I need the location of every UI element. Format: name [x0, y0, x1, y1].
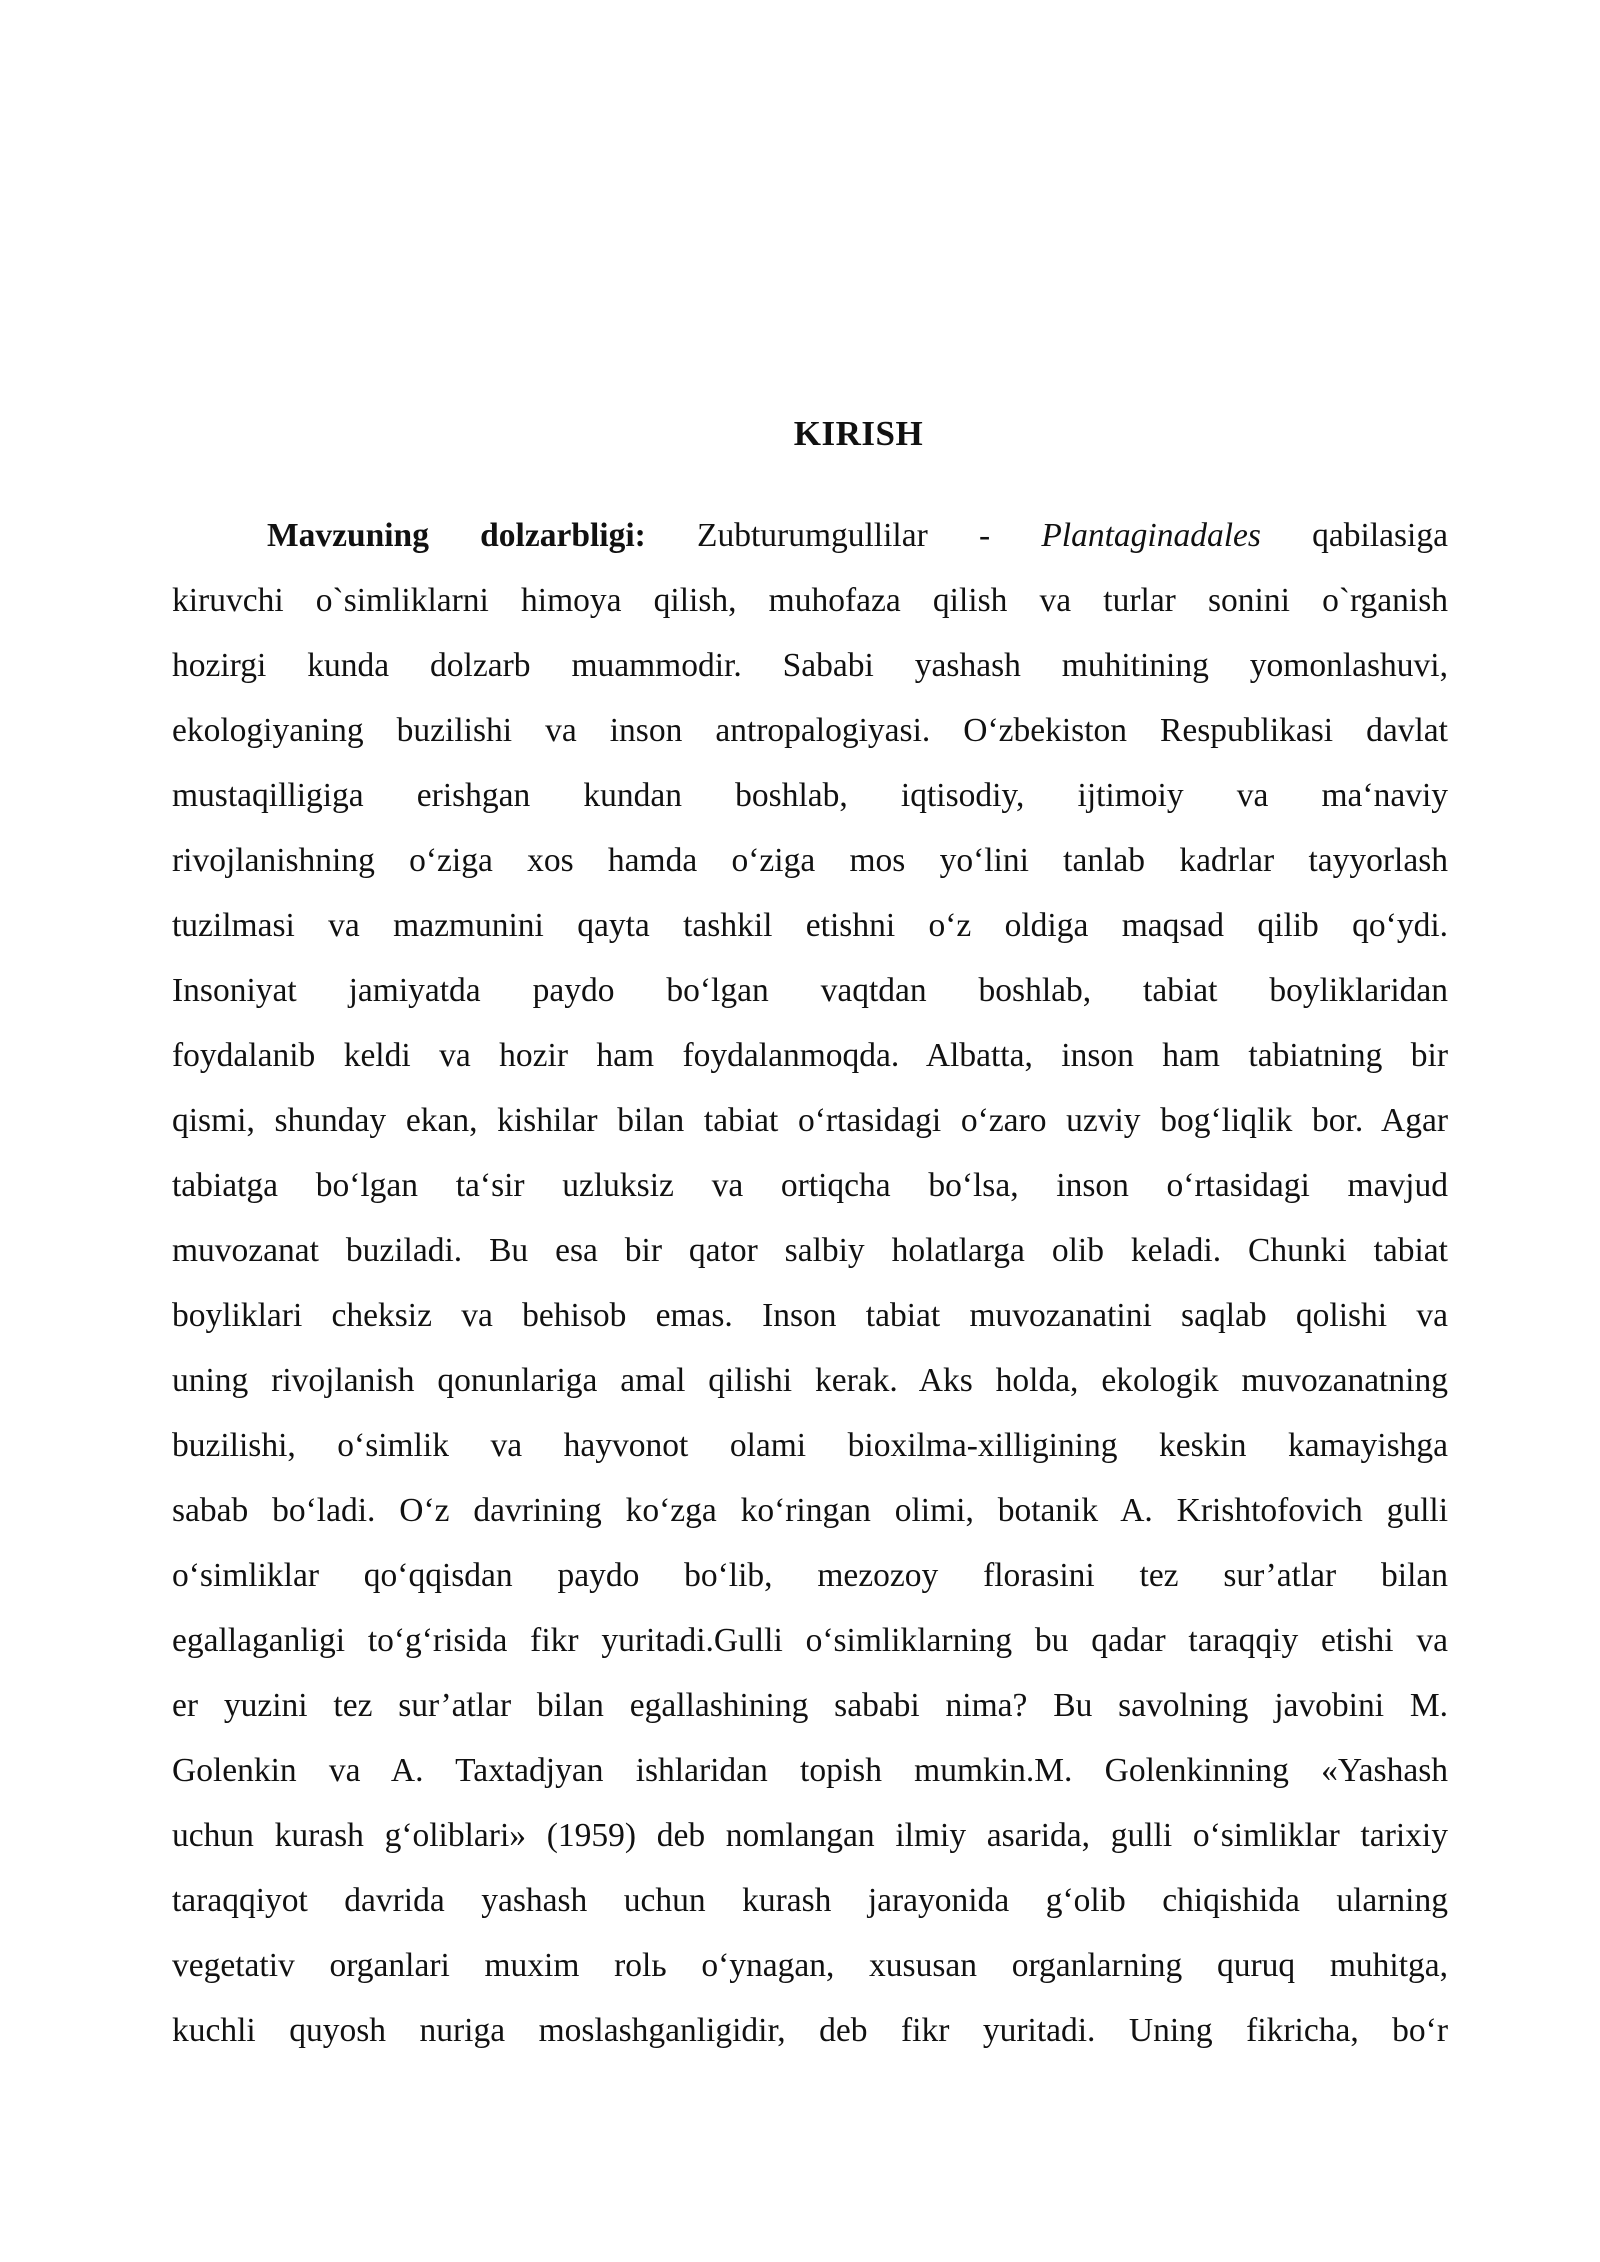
paragraph-line: mustaqilligiga erishgan kundan boshlab, iqtisodiy, ijtimoiy va ma‘naviy — [172, 777, 1448, 814]
paragraph-line: kiruvchi o`simliklarni himoya qilish, muhofaza qilish va turlar sonini o`rganish — [172, 582, 1448, 619]
paragraph-line: foydalanib keldi va hozir ham foydalanmoqda. Albatta, inson ham tabiatning bir — [172, 1037, 1448, 1074]
paragraph-line: o‘simliklar qo‘qqisdan paydo bo‘lib, mezozoy florasini tez sur’atlar bilan — [172, 1557, 1448, 1594]
paragraph-line: hozirgi kunda dolzarb muammodir. Sababi yashash muhitining yomonlashuvi, — [172, 647, 1448, 684]
lead-label: Mavzuning dolzarbligi: — [267, 517, 646, 554]
paragraph-line: rivojlanishning o‘ziga xos hamda o‘ziga mos yo‘lini tanlab kadrlar tayyorlash — [172, 842, 1448, 879]
paragraph-line: egallaganligi to‘g‘risida fikr yuritadi.Gulli o‘simliklarning bu qadar taraqqiy etishi va — [172, 1622, 1448, 1659]
paragraph-first-line — [172, 507, 1448, 572]
paragraph-line: tabiatga bo‘lgan ta‘sir uzluksiz va ortiqcha bo‘lsa, inson o‘rtasidagi mavjud — [172, 1167, 1448, 1204]
paragraph-line: Insoniyat jamiyatda paydo bo‘lgan vaqtdan boshlab, tabiat boyliklaridan — [172, 972, 1448, 1009]
paragraph-line: uchun kurash g‘oliblari» (1959) deb nomlangan ilmiy asarida, gulli o‘simliklar tarixiy — [172, 1817, 1448, 1854]
paragraph-line: tuzilmasi va mazmunini qayta tashkil etishni o‘z oldiga maqsad qilib qo‘ydi. — [172, 907, 1448, 944]
species-name: Plantaginadales — [1041, 517, 1261, 554]
paragraph-line: qismi, shunday ekan, kishilar bilan tabiat o‘rtasidagi o‘zaro uzviy bog‘liqlik bor. Agar — [172, 1102, 1448, 1139]
paragraph-line: muvozanat buziladi. Bu esa bir qator salbiy holatlarga olib keladi. Chunki tabiat — [172, 1232, 1448, 1269]
body-paragraph — [172, 507, 1448, 2067]
paragraph-line: boyliklari cheksiz va behisob emas. Inson tabiat muvozanatini saqlab qolishi va — [172, 1297, 1448, 1334]
paragraph-line: sabab bo‘ladi. O‘z davrining ko‘zga ko‘ringan olimi, botanik A. Krishtofovich gulli — [172, 1492, 1448, 1529]
paragraph-line: ekologiyaning buzilishi va inson antropalogiyasi. O‘zbekiston Respublikasi davlat — [172, 712, 1448, 749]
page-title: KIRISH — [793, 414, 924, 453]
first-line-text-pre: Zubturumgullilar - — [645, 517, 1042, 554]
paragraph-line: kuchli quyosh nuriga moslashganligidir, deb fikr yuritadi. Uning fikricha, bo‘r — [172, 2012, 1448, 2049]
paragraph-line: vegetativ organlari muxim rolь o‘ynagan, xususan organlarning quruq muhitga, — [172, 1947, 1448, 1984]
paragraph-line: buzilishi, o‘simlik va hayvonot olami bioxilma-xilligining keskin kamayishga — [172, 1427, 1448, 1464]
paragraph-line: taraqqiyot davrida yashash uchun kurash jarayonida g‘olib chiqishida ularning — [172, 1882, 1448, 1919]
paragraph-line: uning rivojlanish qonunlariga amal qilishi kerak. Aks holda, ekologik muvozanatning — [172, 1362, 1448, 1399]
paragraph-line: Golenkin va A. Taxtadjyan ishlaridan topish mumkin.M. Golenkinning «Yashash — [172, 1752, 1448, 1789]
first-line-text-post: qabilasiga — [1260, 517, 1448, 554]
paragraph-line: er yuzini tez sur’atlar bilan egallashining sababi nima? Bu savolning javobini M. — [172, 1687, 1448, 1724]
